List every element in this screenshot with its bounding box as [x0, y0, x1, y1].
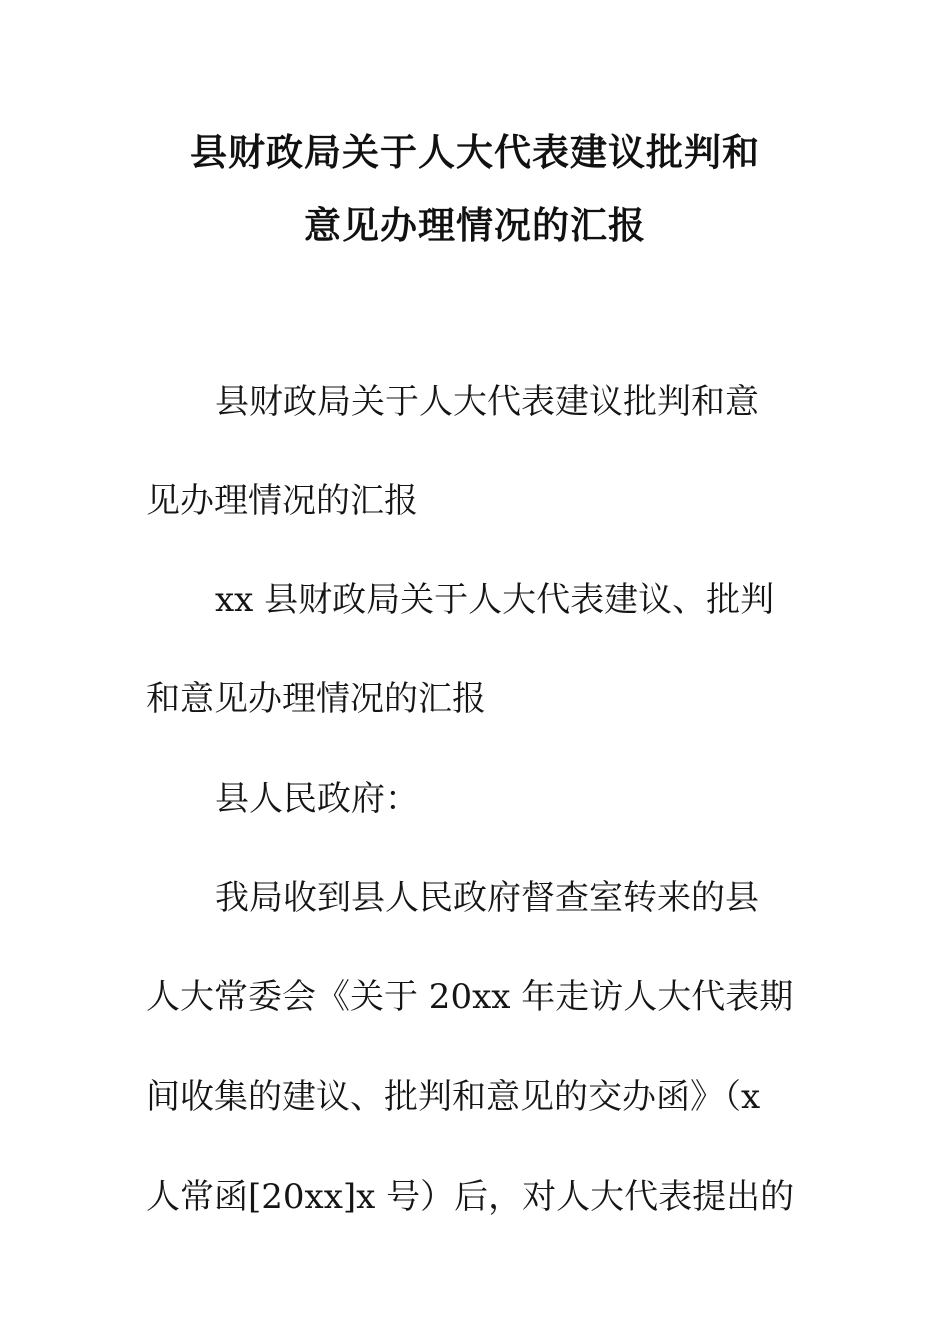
body-line-2: 见办理情况的汇报 [146, 481, 418, 521]
body-line-1: 县财政局关于人大代表建议批判和意 [215, 382, 759, 422]
document-title-line-1: 县财政局关于人大代表建议批判和 [190, 131, 760, 174]
body-line-3: xx 县财政局关于人大代表建议、批判 [215, 580, 775, 620]
salutation: 县人民政府： [215, 779, 419, 819]
document-title-line-2: 意见办理情况的汇报 [304, 204, 646, 247]
body-line-9: 人常函[20xx]x 号）后，对人大代表提出的 [146, 1177, 795, 1217]
body-line-7: 人大常委会《关于 20xx 年走访人大代表期 [146, 977, 794, 1017]
body-line-6: 我局收到县人民政府督查室转来的县 [215, 878, 759, 918]
body-line-4: 和意见办理情况的汇报 [146, 679, 486, 719]
body-line-8: 间收集的建议、批判和意见的交办函》（x [146, 1077, 761, 1117]
